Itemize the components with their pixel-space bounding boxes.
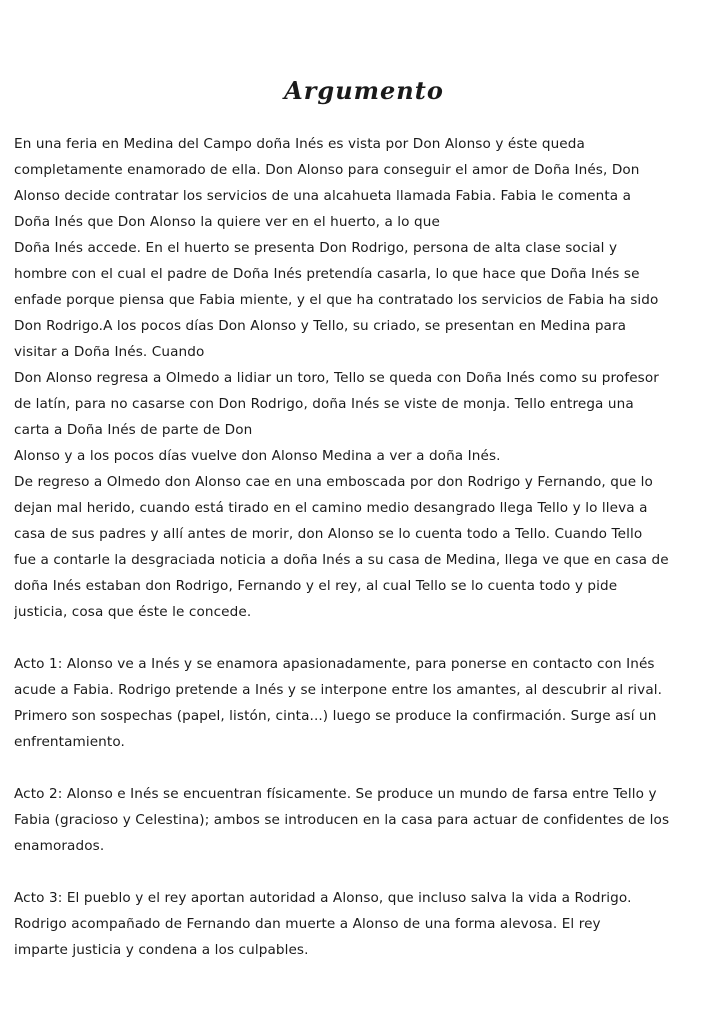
text-line: fue a contarle la desgraciada noticia a doña Inés a su casa de Medina, llega ve que en casa de	[14, 552, 669, 568]
document-body	[14, 131, 714, 963]
text-line: Don Alonso regresa a Olmedo a lidiar un toro, Tello se queda con Doña Inés como su profesor	[14, 370, 659, 386]
text-line: enfade porque piensa que Fabia miente, y el que ha contratado los servicios de Fabia ha sido	[14, 292, 659, 308]
text-line: doña Inés estaban don Rodrigo, Fernando y el rey, al cual Tello se lo cuenta todo y pide	[14, 578, 618, 594]
blank-line	[14, 859, 714, 885]
blank-line	[14, 755, 714, 781]
text-line: completamente enamorado de ella. Don Alonso para conseguir el amor de Doña Inés, Don	[14, 162, 640, 178]
text-line: Primero son sospechas (papel, listón, cinta...) luego se produce la confirmación. Surge así un	[14, 708, 657, 724]
text-line: Doña Inés que Don Alonso la quiere ver en el huerto, a lo que	[14, 214, 440, 230]
text-line: enamorados.	[14, 838, 105, 854]
text-line: En una feria en Medina del Campo doña Inés es vista por Don Alonso y éste queda	[14, 136, 585, 152]
text-line: Fabia (gracioso y Celestina); ambos se introducen en la casa para actuar de confidentes de los	[14, 812, 670, 828]
text-line: visitar a Doña Inés. Cuando	[14, 344, 205, 360]
text-line: dejan mal herido, cuando está tirado en el camino medio desangrado llega Tello y lo lleva a	[14, 500, 648, 516]
text-line: Acto 1: Alonso ve a Inés y se enamora apasionadamente, para ponerse en contacto con Inés	[14, 656, 655, 672]
text-line: Acto 2: Alonso e Inés se encuentran físicamente. Se produce un mundo de farsa entre Tello y	[14, 786, 657, 802]
text-line: Alonso decide contratar los servicios de una alcahueta llamada Fabia. Fabia le comenta a	[14, 188, 632, 204]
text-line: Alonso y a los pocos días vuelve don Alonso Medina a ver a doña Inés.	[14, 448, 501, 464]
text-line: imparte justicia y condena a los culpables.	[14, 942, 309, 958]
text-line: enfrentamiento.	[14, 734, 125, 750]
text-line: Doña Inés accede. En el huerto se presenta Don Rodrigo, persona de alta clase social y	[14, 240, 618, 256]
text-line: Rodrigo acompañado de Fernando dan muerte a Alonso de una forma alevosa. El rey	[14, 916, 601, 932]
text-line: casa de sus padres y allí antes de morir, don Alonso se lo cuenta todo a Tello. Cuando Tello	[14, 526, 643, 542]
text-line: carta a Doña Inés de parte de Don	[14, 422, 253, 438]
text-line: acude a Fabia. Rodrigo pretende a Inés y se interpone entre los amantes, al descubrir al rival.	[14, 682, 663, 698]
text-line: Acto 3: El pueblo y el rey aportan autoridad a Alonso, que incluso salva la vida a Rodrigo.	[14, 890, 632, 906]
text-line: De regreso a Olmedo don Alonso cae en una emboscada por don Rodrigo y Fernando, que lo	[14, 474, 653, 490]
text-line: hombre con el cual el padre de Doña Inés pretendía casarla, lo que hace que Doña Inés se	[14, 266, 640, 282]
text-line: justicia, cosa que éste le concede.	[14, 604, 252, 620]
text-line: de latín, para no casarse con Don Rodrigo, doña Inés se viste de monja. Tello entrega una	[14, 396, 634, 412]
blank-line	[14, 625, 714, 651]
page-title: Argumento	[284, 76, 444, 105]
text-line: Don Rodrigo.A los pocos días Don Alonso y Tello, su criado, se presentan en Medina para	[14, 318, 627, 334]
